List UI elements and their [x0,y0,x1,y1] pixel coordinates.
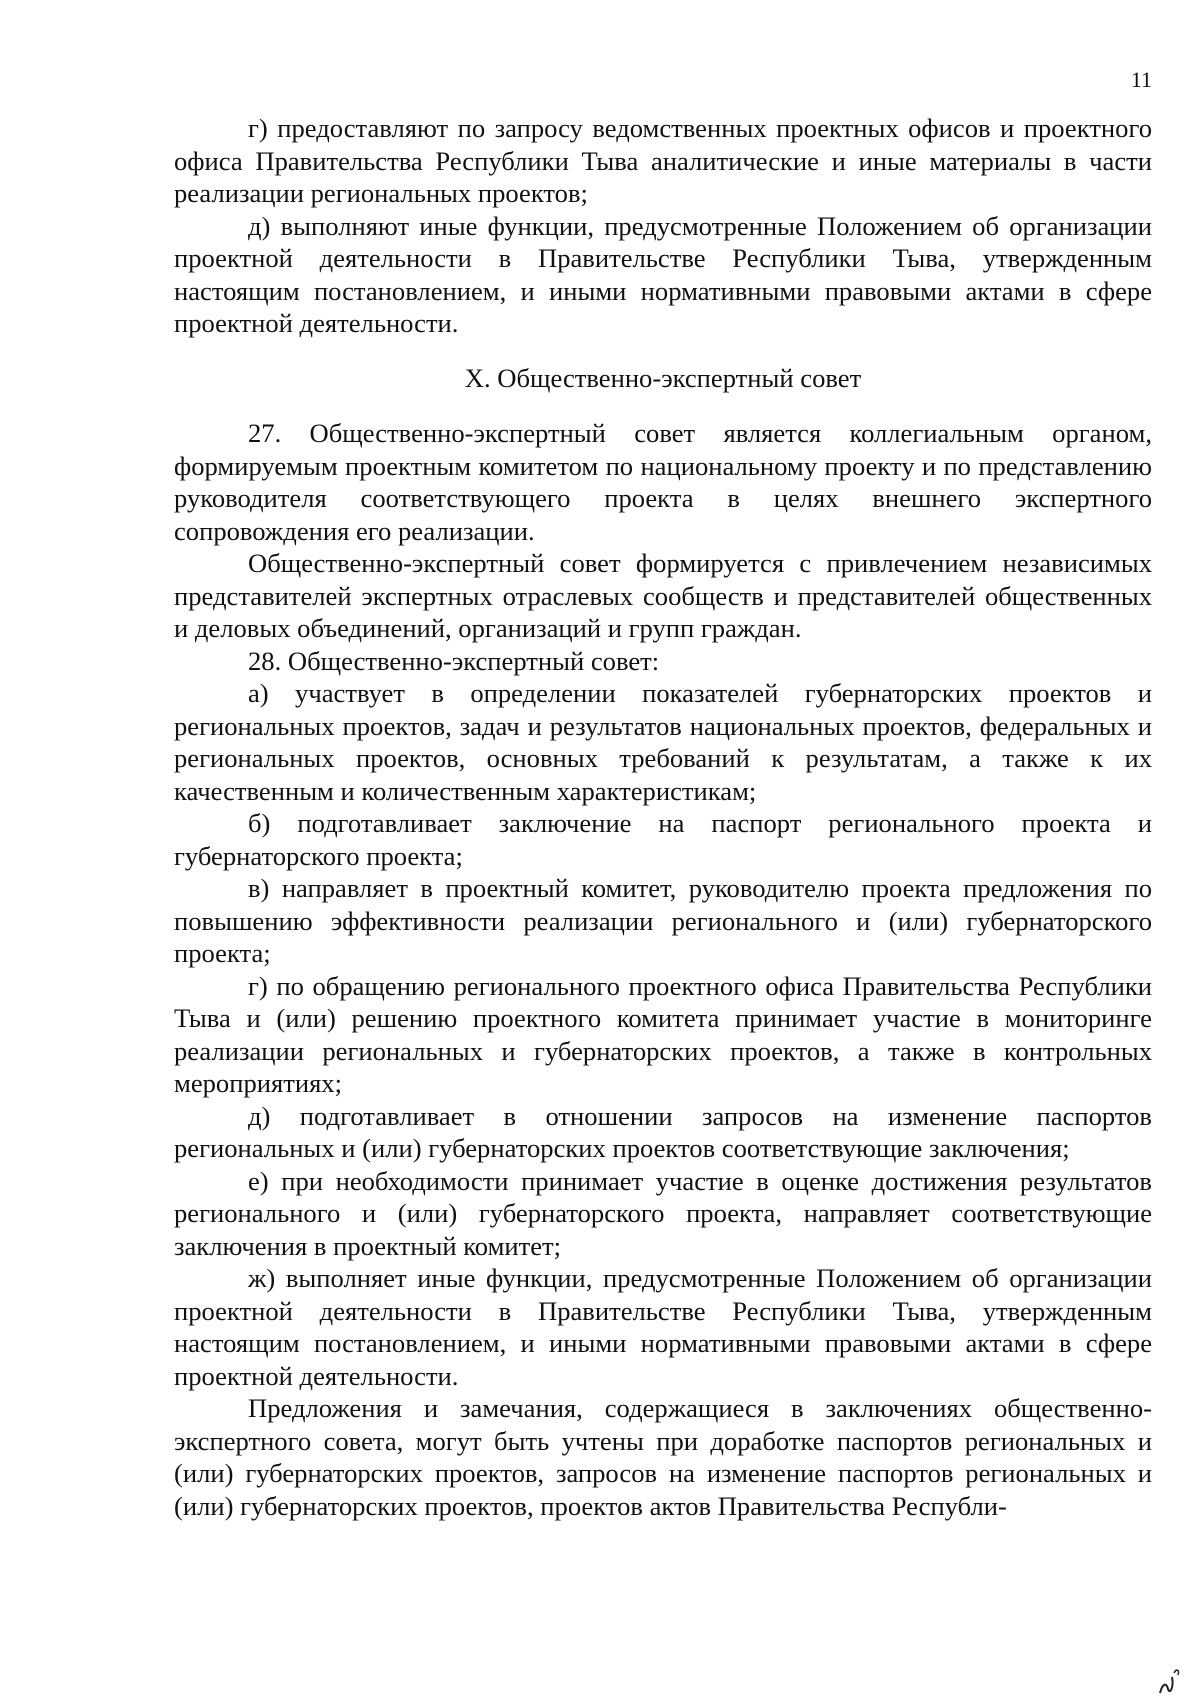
document-body [174,112,1152,1522]
paragraph-27: 27. Общественно-экспертный совет является коллегиальным органом, формируемым проектным комитетом по национальному проекту и по представлению руководителя соответствующего проекта в целях внешнего экспертного сопровождения его реализации. [174,418,1152,546]
paragraph-item-d: д) выполняют иные функции, предусмотренные Положением об организации проектной деятельности в Правительстве Республики Тыва, утвержденным настоящим постановлением, и иными нормативными правовыми актами в сфере проектной деятельности. [174,210,1152,338]
section-title: X. Общественно-экспертный совет [464,362,862,393]
paragraph-proposals: Предложения и замечания, содержащиеся в заключениях общественно-экспертного совета, могут быть учтены при доработке паспортов региональных и (или) губернаторских проектов, запросов на изменение паспортов региональных и (или) губернаторских проектов, проектов актов Правительства Республи- [174,1393,1152,1521]
paragraph-28-a: а) участвует в определении показателей губернаторских проектов и региональных проектов, задач и результатов национальных проектов, федеральных и региональных проектов, основных требований к результатам, а также к их качественным и количественным характеристикам; [174,678,1152,806]
paragraph-item-g: г) предоставляют по запросу ведомственных проектных офисов и проектного офиса Правительства Республики Тыва аналитические и иные материалы в части реализации региональных проектов; [174,113,1152,208]
handwritten-mark-icon [1150,1663,1184,1697]
paragraph-28-d: д) подготавливает в отношении запросов на изменение паспортов региональных и (или) губернаторских проектов соответствующие заключения; [174,1100,1152,1163]
paragraph-council-formation: Общественно-экспертный совет формируется с привлечением независимых представителей экспертных отраслевых сообществ и представителей общественных и деловых объединений, организаций и групп граждан. [174,548,1152,643]
paragraph-28-v: в) направляет в проектный комитет, руководителю проекта предложения по повышению эффективности реализации регионального и (или) губернаторского проекта; [174,873,1152,968]
paragraph-28-zh: ж) выполняет иные функции, предусмотренные Положением об организации проектной деятельности в Правительстве Республики Тыва, утвержденным настоящим постановлением, и иными нормативными правовыми актами в сфере проектной деятельности. [174,1263,1152,1391]
paragraph-28: 28. Общественно-экспертный совет: [248,645,660,676]
paragraph-28-g: г) по обращению регионального проектного офиса Правительства Республики Тыва и (или) решению проектного комитета принимает участие в мониторинге реализации региональных и губернаторских проектов, а также в контрольных мероприятиях; [174,970,1152,1098]
paragraph-28-e: е) при необходимости принимает участие в оценке достижения результатов регионального и (или) губернаторского проекта, направляет соответствующие заключения в проектный комитет; [174,1165,1152,1261]
paragraph-28-b: б) подготавливает заключение на паспорт регионального проекта и губернаторского проекта; [174,808,1152,871]
page-number: 11 [1130,67,1152,92]
